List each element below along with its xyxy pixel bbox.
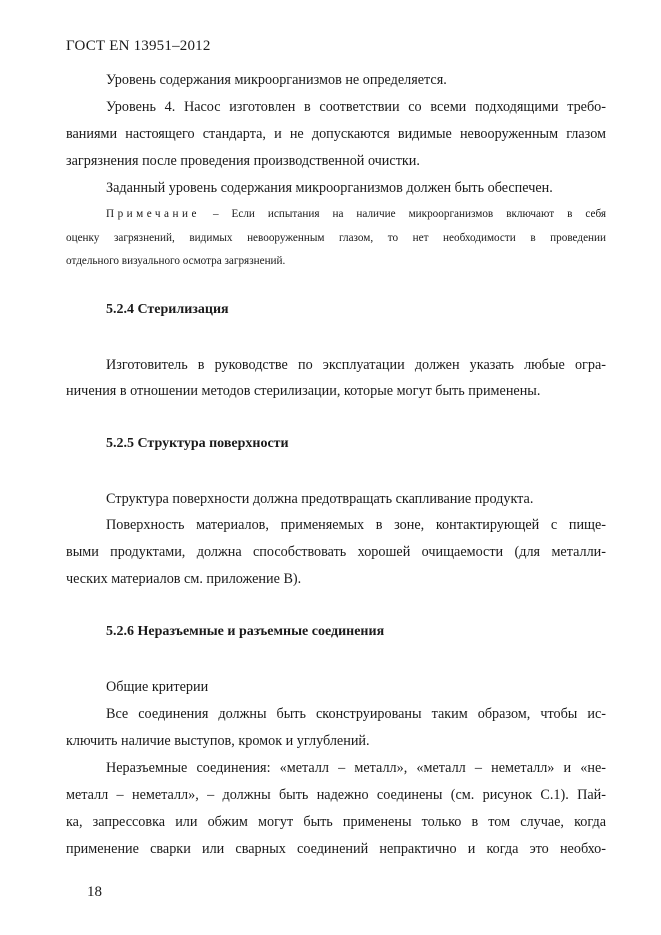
note-text: – Если испытания на наличие микроорганизмов включают в себя [212, 208, 607, 220]
paragraph-line: Уровень 4. Насос изготовлен в соответствии со всеми подходящими требо- [106, 99, 606, 115]
paragraph-line: загрязнения после проведения производственной очистки. [66, 153, 420, 169]
paragraph-line: Уровень содержания микроорганизмов не определяется. [106, 72, 447, 88]
subsection-label: Общие критерии [106, 679, 209, 695]
paragraph-line: Поверхность материалов, применяемых в зоне, контактирующей с пище- [106, 517, 606, 533]
paragraph-line: ключить наличие выступов, кромок и углублений. [66, 733, 370, 749]
standard-header: ГОСТ EN 13951–2012 [66, 38, 211, 54]
note-line: оценку загрязнений, видимых невооруженным глазом, то нет необходимости в проведении [66, 232, 606, 244]
paragraph-line: Заданный уровень содержания микроорганизмов должен быть обеспечен. [106, 180, 553, 196]
note-line [106, 205, 606, 223]
paragraph-line: Изготовитель в руководстве по эксплуатации должен указать любые огра- [106, 357, 606, 373]
paragraph-line: ваниями настоящего стандарта, и не допускаются видимые невооруженным глазом [66, 126, 606, 142]
paragraph-line: Неразъемные соединения: «металл – металл», «металл – неметалл» и «не- [106, 760, 606, 776]
paragraph-line: выми продуктами, должна способствовать хорошей очищаемости (для металли- [66, 544, 606, 560]
paragraph-line: применение сварки или сварных соединений непрактично и когда это необхо- [66, 841, 606, 857]
section-heading-5-2-6: 5.2.6 Неразъемные и разъемные соединения [106, 624, 385, 639]
paragraph-line: ка, запрессовка или обжим могут быть применены только в том случае, когда [66, 814, 606, 830]
page-number: 18 [87, 884, 102, 900]
section-heading-5-2-4: 5.2.4 Стерилизация [106, 302, 229, 317]
paragraph-line: металл – неметалл», – должны быть надежно соединены (см. рисунок С.1). Пай- [66, 787, 606, 803]
paragraph-line: Структура поверхности должна предотвращать скапливание продукта. [106, 491, 534, 507]
note-label: Примечание [106, 208, 200, 220]
paragraph-line: ческих материалов см. приложение В). [66, 571, 302, 587]
section-heading-5-2-5: 5.2.5 Структура поверхности [106, 436, 289, 451]
paragraph-line: Все соединения должны быть сконструированы таким образом, чтобы ис- [106, 706, 606, 722]
paragraph-line: ничения в отношении методов стерилизации, которые могут быть применены. [66, 383, 541, 399]
note-line: отдельного визуального осмотра загрязнений. [66, 255, 286, 267]
